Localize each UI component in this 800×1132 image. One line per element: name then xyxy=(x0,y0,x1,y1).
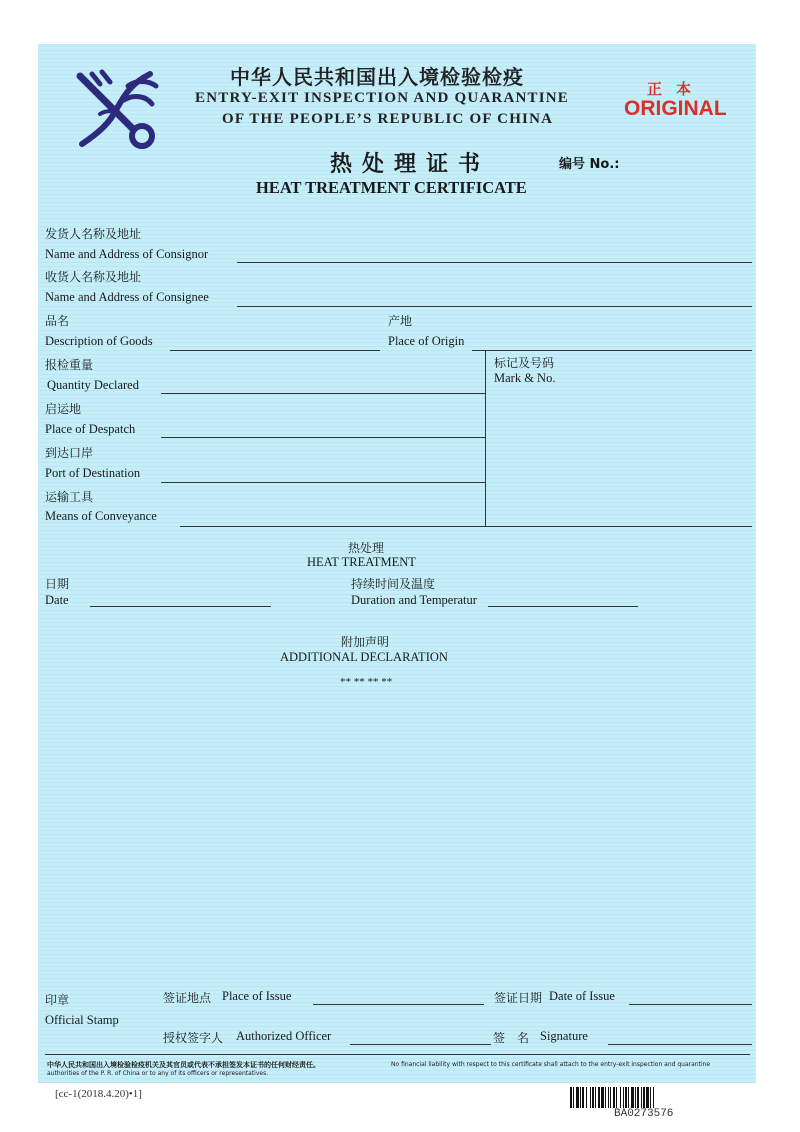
authorized-officer-field-line[interactable] xyxy=(350,1044,491,1045)
date-field-line[interactable] xyxy=(90,606,271,607)
barcode-number: BA0273576 xyxy=(614,1108,674,1120)
additional-declaration-heading-cn: 附加声明 xyxy=(341,635,390,649)
mark-label-cn: 标记及号码 xyxy=(494,356,555,370)
goods-field-line[interactable] xyxy=(170,350,380,351)
signature-label-en: Signature xyxy=(540,1029,588,1043)
authorized-officer-label-en: Authorized Officer xyxy=(236,1029,332,1043)
original-mark-cn: 正本 xyxy=(647,80,706,98)
destination-label-cn: 到达口岸 xyxy=(45,446,94,460)
conveyance-field-line[interactable] xyxy=(180,526,752,527)
consignee-label-cn: 收货人名称及地址 xyxy=(45,270,142,284)
official-stamp-label-cn: 印章 xyxy=(45,993,70,1007)
certificate-number-label: 编号 No.: xyxy=(559,157,620,172)
additional-declaration-heading-en: ADDITIONAL DECLARATION xyxy=(280,650,448,664)
destination-field-line[interactable] xyxy=(161,482,485,483)
org-name-en-line2: OF THE PEOPLE’S REPUBLIC OF CHINA xyxy=(222,111,554,127)
disclaimer-text-en-line1: No financial liability with respect to this certificate shall attach to the entry-exit inspection and quarantine xyxy=(391,1061,711,1068)
goods-label-cn: 品名 xyxy=(45,314,70,328)
conveyance-label-cn: 运输工具 xyxy=(45,490,94,504)
heat-treatment-heading-en: HEAT TREATMENT xyxy=(307,555,416,569)
disclaimer-rule xyxy=(45,1054,750,1055)
date-of-issue-field-line[interactable] xyxy=(629,1004,752,1005)
date-of-issue-label-en: Date of Issue xyxy=(549,989,615,1003)
mark-box-divider xyxy=(485,350,486,527)
date-of-issue-label-cn: 签证日期 xyxy=(494,991,543,1005)
place-of-issue-label-cn: 签证地点 xyxy=(163,991,212,1005)
certificate-title-cn: 热处理证书 xyxy=(330,152,491,177)
authorized-officer-label-cn: 授权签字人 xyxy=(163,1031,224,1045)
origin-label-en: Place of Origin xyxy=(388,334,465,348)
consignor-field-line[interactable] xyxy=(237,262,752,263)
origin-label-cn: 产地 xyxy=(388,314,413,328)
origin-field-line[interactable] xyxy=(472,350,752,351)
barcode-image xyxy=(570,1087,730,1108)
duration-label-en: Duration and Temperatur xyxy=(351,593,477,607)
duration-field-line[interactable] xyxy=(488,606,638,607)
consignor-label-en: Name and Address of Consignor xyxy=(45,247,209,261)
date-label-en: Date xyxy=(45,593,69,607)
place-of-issue-label-en: Place of Issue xyxy=(222,989,292,1003)
disclaimer-text-en-line2: authorities of the P. R. of China or to any of its officers or representatives. xyxy=(47,1070,269,1077)
signature-label-cn: 签 名 xyxy=(493,1031,530,1045)
signature-field-line[interactable] xyxy=(608,1044,752,1045)
ciq-emblem-icon xyxy=(70,66,166,156)
form-code: [cc-1(2018.4.20)•1] xyxy=(55,1088,142,1100)
duration-label-cn: 持续时间及温度 xyxy=(351,577,436,591)
official-stamp-label-en: Official Stamp xyxy=(45,1013,119,1027)
despatch-label-cn: 启运地 xyxy=(45,402,82,416)
consignor-label-cn: 发货人名称及地址 xyxy=(45,227,142,241)
goods-label-en: Description of Goods xyxy=(45,334,153,348)
consignee-label-en: Name and Address of Consignee xyxy=(45,290,209,304)
quantity-label-cn: 报检重量 xyxy=(45,358,94,372)
heat-treatment-heading-cn: 热处理 xyxy=(348,541,385,555)
org-name-cn: 中华人民共和国出入境检验检疫 xyxy=(230,65,524,89)
original-mark-en: ORIGINAL xyxy=(624,97,727,120)
org-name-en-line1: ENTRY-EXIT INSPECTION AND QUARANTINE xyxy=(195,90,569,106)
despatch-label-en: Place of Despatch xyxy=(45,422,136,436)
despatch-field-line[interactable] xyxy=(161,437,485,438)
disclaimer-text-cn: 中华人民共和国出入境检验检疫机关及其官员或代表不承担签发本证书的任何财经责任。 xyxy=(47,1061,320,1069)
quantity-label-en: Quantity Declared xyxy=(47,378,139,392)
date-label-cn: 日期 xyxy=(45,577,70,591)
quantity-field-line[interactable] xyxy=(161,393,485,394)
destination-label-en: Port of Destination xyxy=(45,466,141,480)
certificate-title-en: HEAT TREATMENT CERTIFICATE xyxy=(256,178,527,197)
conveyance-label-en: Means of Conveyance xyxy=(45,509,157,523)
consignee-field-line[interactable] xyxy=(237,306,752,307)
mark-label-en: Mark & No. xyxy=(494,371,556,385)
additional-declaration-content: ** ** ** ** xyxy=(340,676,393,688)
place-of-issue-field-line[interactable] xyxy=(313,1004,484,1005)
